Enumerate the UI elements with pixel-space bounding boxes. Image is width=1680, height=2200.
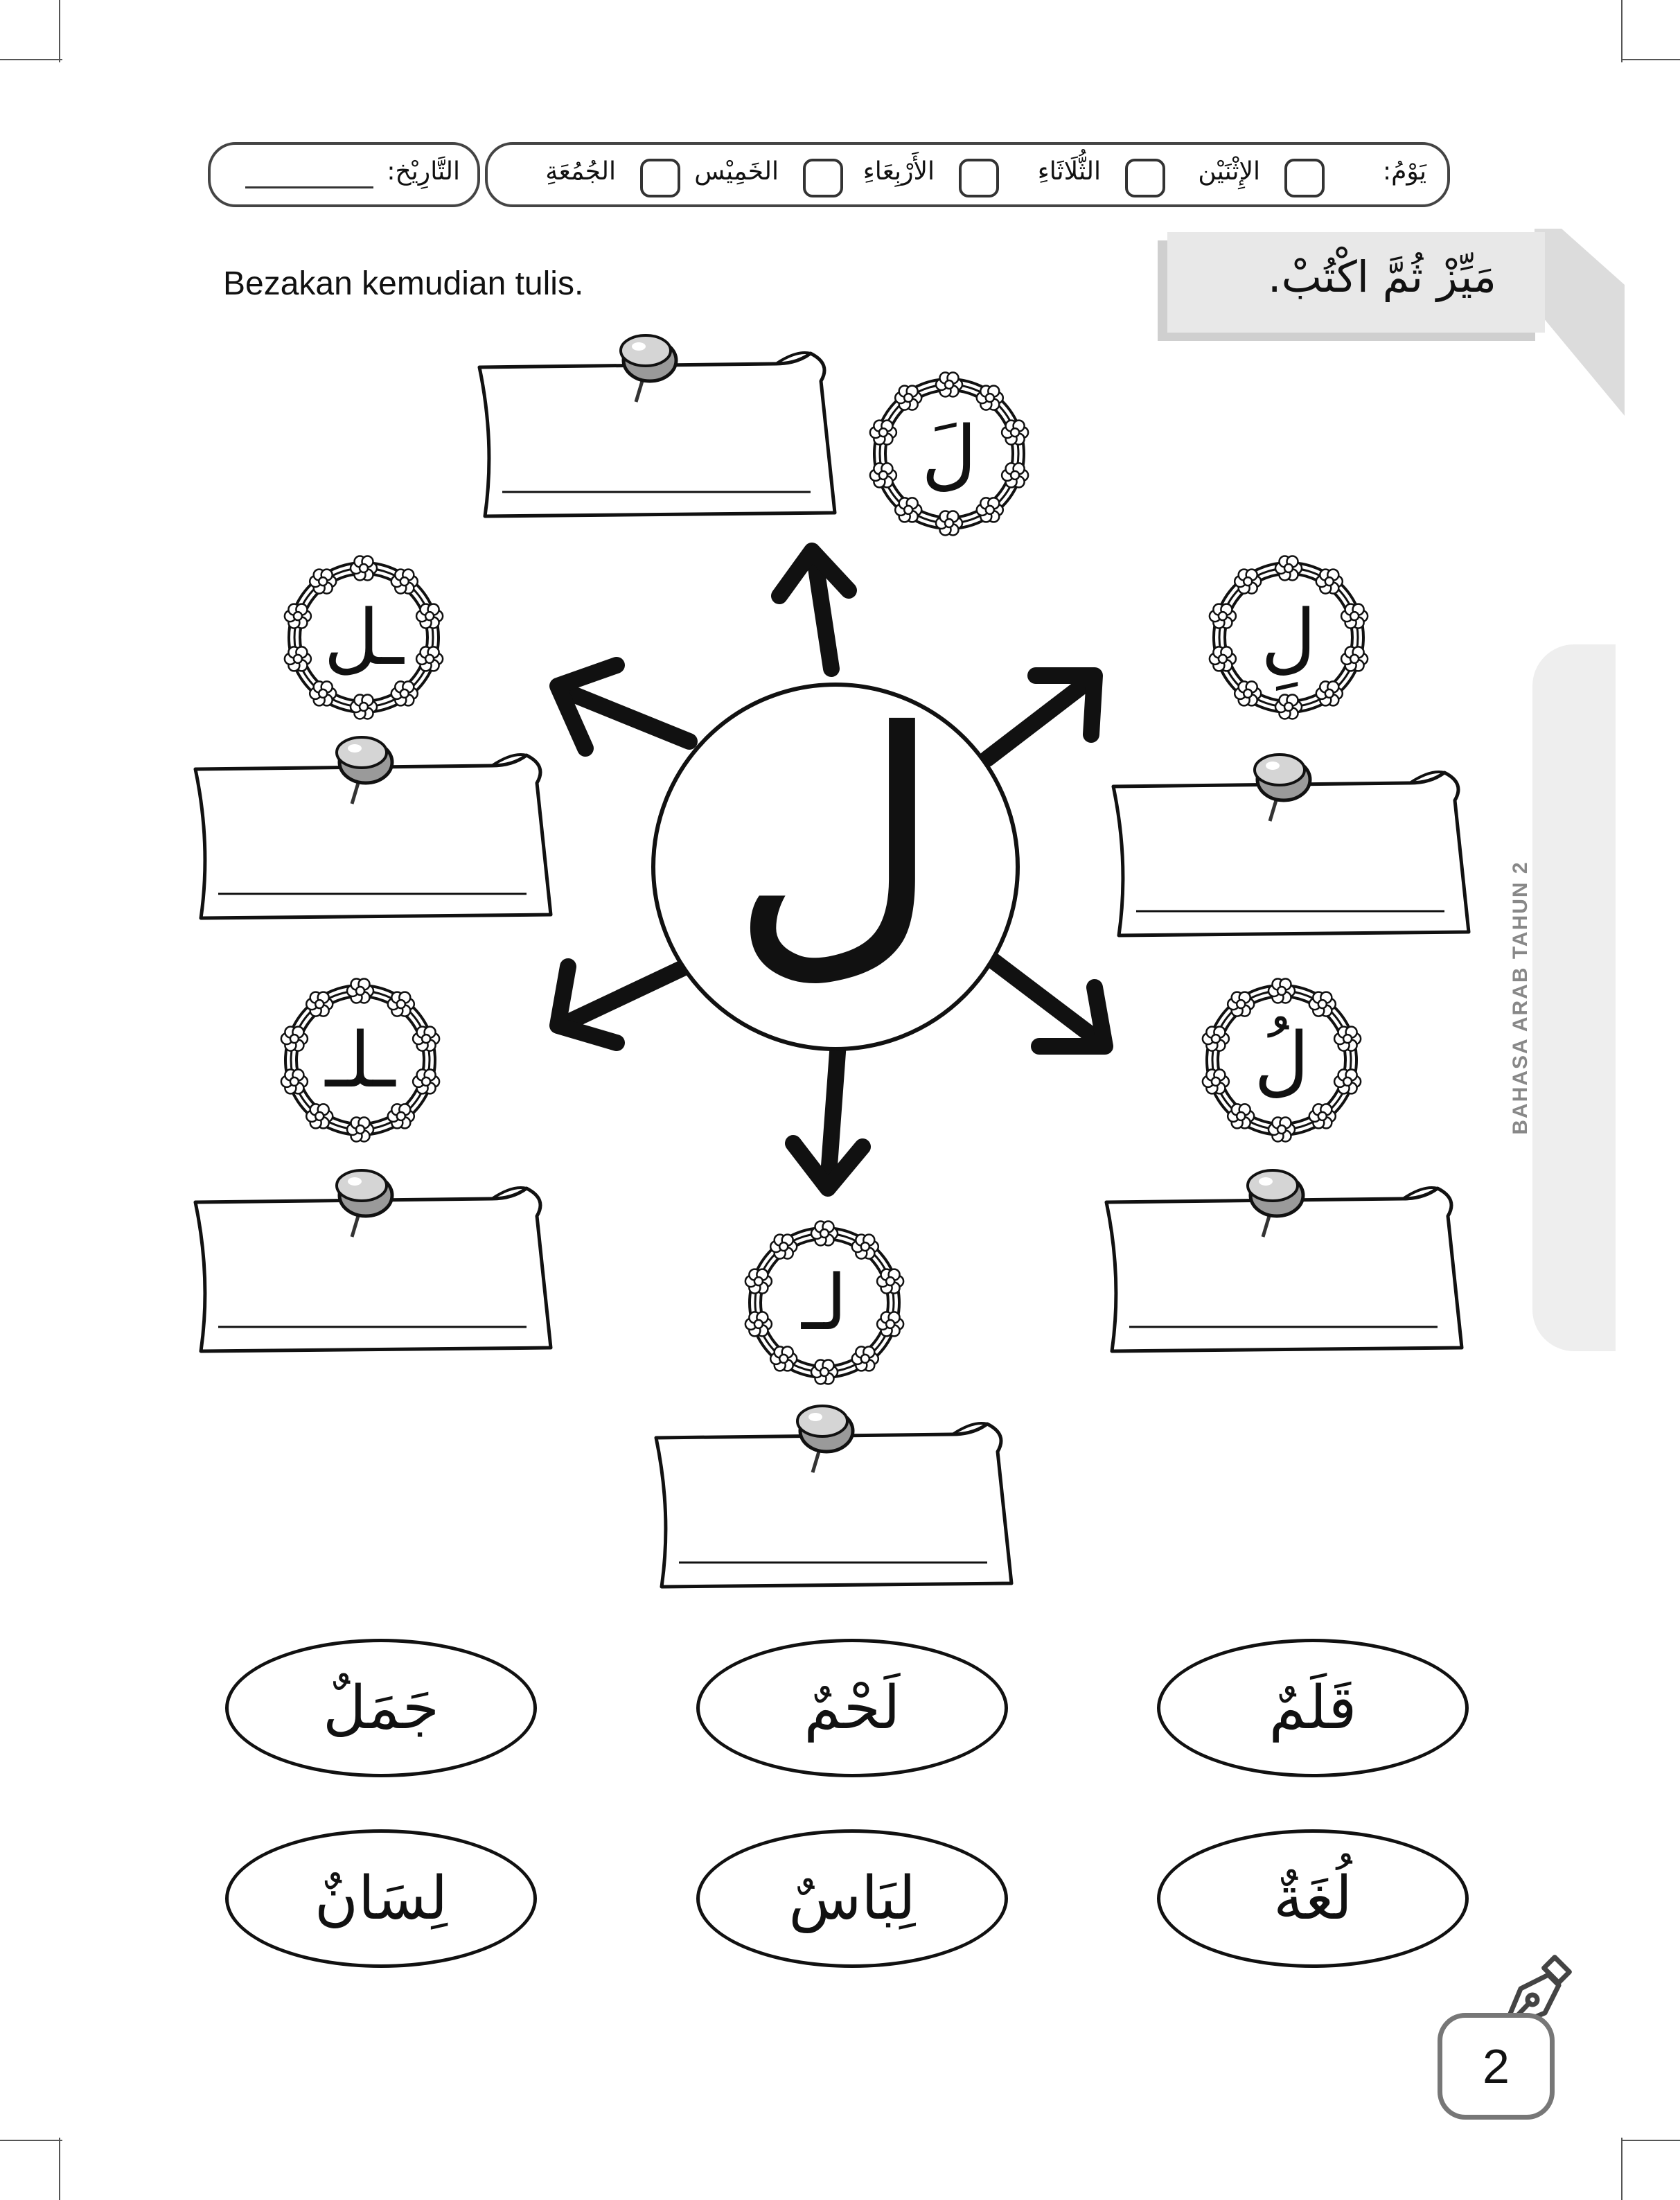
center-letter-circle (651, 669, 1020, 1051)
pinned-note-icon (471, 326, 845, 534)
crop-mark (0, 2140, 62, 2141)
day-tuesday: الثُّلَاثَاءِ (1037, 157, 1101, 186)
form-letter-lower-left: ـلـ (325, 1016, 396, 1105)
flower-ring-bottom (738, 1216, 911, 1389)
date-label: التَّارِيْخ: (387, 157, 460, 186)
pinned-note-icon (1105, 745, 1479, 953)
form-letter-upper-right: لِ (1261, 593, 1316, 682)
day-friday: الجُمُعَةِ (545, 157, 616, 186)
crop-mark (1621, 2138, 1622, 2200)
pinned-note-icon (1098, 1161, 1472, 1369)
flower-ring-upper-left (277, 551, 450, 724)
flower-ring-upper-right (1202, 551, 1375, 724)
pinned-note-icon (648, 1396, 1022, 1604)
side-tab-label: BAHASA ARAB TAHUN 2 (1509, 861, 1532, 1135)
pinned-note-icon (187, 1161, 561, 1369)
arabic-instruction: مَيِّزْ ثُمَّ اكْتُبْ. (1267, 252, 1496, 302)
word-oval: لَحْمٌ (696, 1639, 1008, 1777)
word-oval: قَلَمٌ (1157, 1639, 1469, 1777)
page-number: 2 (1438, 2013, 1555, 2120)
flower-ring-lower-left (274, 974, 447, 1147)
word-oval: جَمَلٌ (225, 1639, 537, 1777)
day-label: يَوْمُ: (1382, 157, 1426, 186)
answer-note-upper-left[interactable] (187, 728, 561, 935)
malay-instruction: Bezakan kemudian tulis. (223, 265, 584, 302)
answer-note-lower-right[interactable] (1098, 1161, 1472, 1369)
word-oval: لُغَةٌ (1157, 1829, 1469, 1968)
answer-note-top[interactable] (471, 326, 845, 534)
flower-ring-top (863, 367, 1036, 540)
word-oval: لِسَانٌ (225, 1829, 537, 1968)
center-letter: ل (730, 669, 941, 1008)
answer-note-lower-left[interactable] (187, 1161, 561, 1369)
day-monday: الإِثْنَيْن (1198, 157, 1260, 186)
crop-mark (1621, 2140, 1680, 2141)
word-oval: لِبَاسٌ (696, 1829, 1008, 1968)
day-wednesday: الأَرْبِعَاءِ (863, 157, 935, 186)
form-letter-lower-right: لُ (1254, 1016, 1309, 1105)
day-thursday: الخَمِيْس (694, 157, 779, 186)
form-letter-bottom: لـ (802, 1258, 847, 1347)
form-letter-upper-left: ـل (324, 593, 404, 682)
answer-note-bottom[interactable] (648, 1396, 1022, 1604)
crop-mark (59, 2138, 60, 2200)
flower-ring-lower-right (1195, 974, 1368, 1147)
pinned-note-icon (187, 728, 561, 935)
form-letter-top: لَ (921, 410, 977, 498)
answer-note-upper-right[interactable] (1105, 745, 1479, 953)
arrow-down (828, 1043, 838, 1185)
